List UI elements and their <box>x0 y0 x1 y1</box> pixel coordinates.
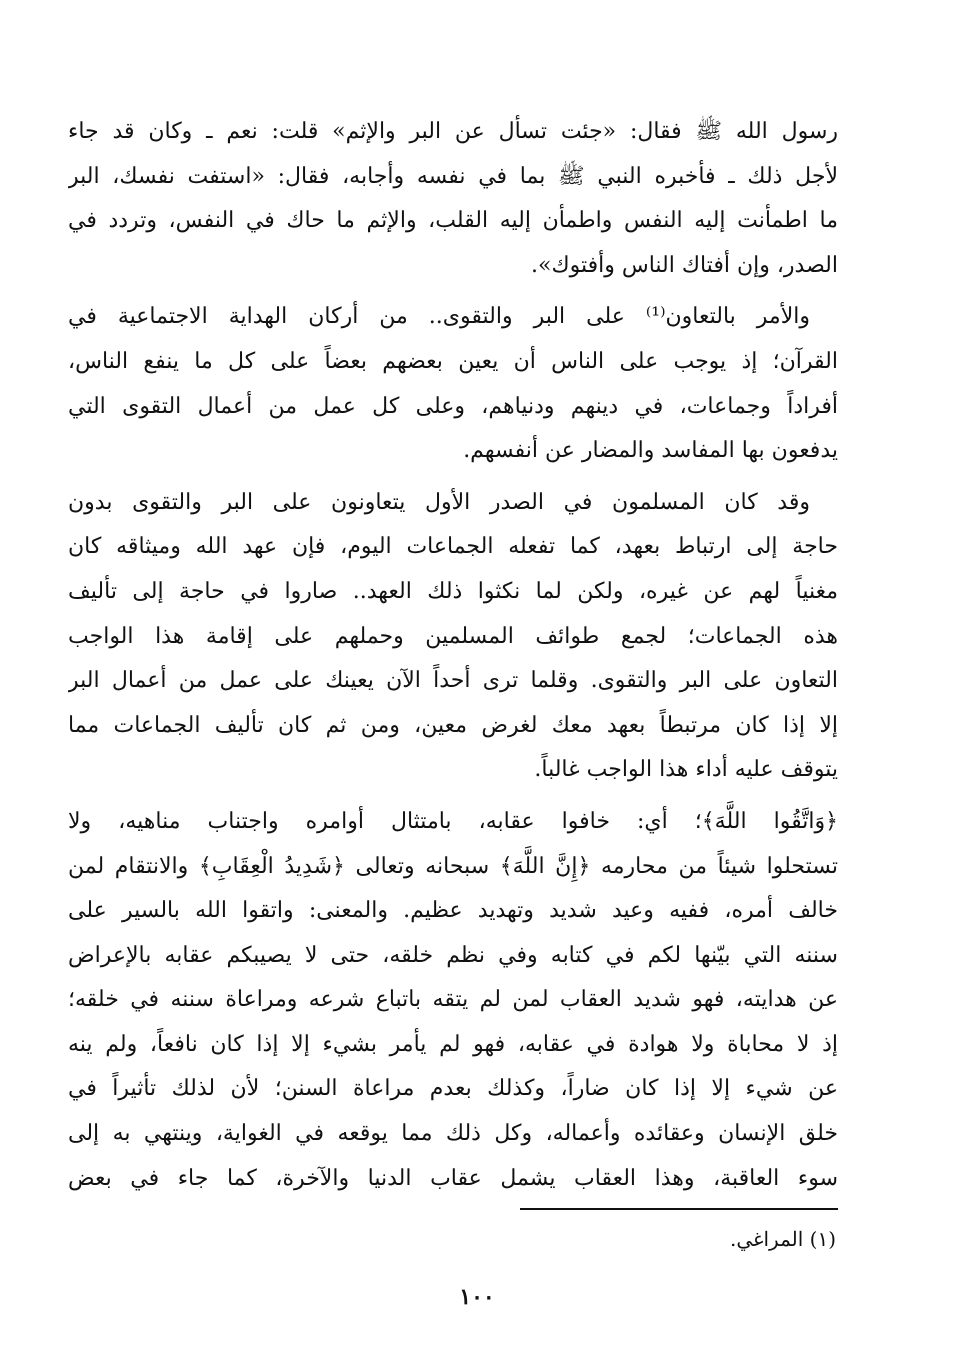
text-line: تستحلوا شيئاً من محارمه ﴿إِنَّ اللَّهَ﴾ سبحانه وتعالى ﴿شَدِيدُ الْعِقَابِ﴾ والانتقام لمن <box>68 853 838 879</box>
text-line: ﴿وَاتَّقُوا اللَّهَ﴾؛ أي: خافوا عقابه، بامتثال أوامره واجتناب مناهيه، ولا <box>68 808 838 834</box>
paragraph-1 <box>68 110 838 288</box>
text-line: إلا إذا كان مرتبطاً بعهد معك لغرض معين، ومن ثم كان تأليف الجماعات مما <box>68 712 838 738</box>
footnote-divider <box>520 1208 838 1210</box>
text-line: لأجل ذلك ـ فأخبره النبي ﷺ بما في نفسه وأجابه، فقال: «استفت نفسك، البر <box>68 163 838 189</box>
text-line: وقد كان المسلمون في الصدر الأول يتعاونون على البر والتقوى بدون <box>68 489 810 515</box>
text-line: أفراداً وجماعات، في دينهم ودنياهم، وعلى كل عمل من أعمال التقوى التي <box>68 393 838 419</box>
text-line: عن شيء إلا إذا كان ضاراً، وكذلك بعدم مراعاة السنن؛ لأن لذلك تأثيراً في <box>68 1076 838 1102</box>
text-line: عن هدايته، فهو شديد العقاب لمن لم يتقه باتباع شرعه ومراعاة سننه في خلقه؛ <box>68 987 838 1013</box>
text-line: ما اطمأنت إليه النفس واطمأن إليه القلب، والإثم ما حاك في النفس، وتردد في <box>68 208 838 234</box>
text-line: خلق الإنسان وعقائده وأعماله، وكل ذلك مما يوقعه في الغواية، وينتهي به إلى <box>68 1121 838 1147</box>
text-line: هذه الجماعات؛ لجمع طوائف المسلمين وحملهم على إقامة هذا الواجب <box>68 623 838 649</box>
footnote: (١) المراغي. <box>729 1227 836 1251</box>
text-line: الصدر، وإن أفتاك الناس وأفتوك». <box>531 252 838 278</box>
text-line: يتوقف عليه أداء هذا الواجب غالباً. <box>534 757 838 783</box>
paragraph-3 <box>68 481 838 793</box>
text-line: رسول الله ﷺ فقال: «جئت تسأل عن البر والإثم» قلت: نعم ـ وكان قد جاء <box>68 119 838 144</box>
paragraph-2 <box>68 295 838 473</box>
text-line: سوء العاقبة، وهذا العقاب يشمل عقاب الدنيا والآخرة، كما جاء في بعض <box>68 1165 838 1191</box>
text-line: سننه التي بيّنها لكم في كتابه وفي نظم خلقه، حتى لا يصيبكم عقابه بالإعراض <box>68 942 838 968</box>
paragraph-4 <box>68 800 838 1201</box>
page-number: ١٠٠ <box>459 1284 495 1310</box>
text-line: حاجة إلى ارتباط بعهد، كما تفعله الجماعات اليوم، فإن عهد الله وميثاقه كان <box>68 534 838 560</box>
text-line: القرآن؛ إذ يوجب على الناس أن يعين بعضهم بعضاً على كل ما ينفع الناس، <box>68 348 838 374</box>
text-line: والأمر بالتعاون⁽¹⁾ على البر والتقوى.. من أركان الهداية الاجتماعية في <box>68 304 810 330</box>
text-line: التعاون على البر والتقوى. وقلما ترى أحداً الآن يعينك على عمل من أعمال البر <box>68 668 838 694</box>
text-line: خالف أمره، ففيه وعيد شديد وتهديد عظيم. والمعنى: واتقوا الله بالسير على <box>68 898 838 924</box>
text-line: مغنياً لهم عن غيره، ولكن لما نكثوا ذلك العهد.. صاروا في حاجة إلى تأليف <box>68 578 838 604</box>
page-body <box>68 110 838 1208</box>
text-line: يدفعون بها المفاسد والمضار عن أنفسهم. <box>463 438 838 464</box>
text-line: إذ لا محاباة ولا هوادة في عقابه، فهو لم يأمر بشيء إلا إذا كان نافعاً، ولم ينه <box>68 1031 838 1057</box>
